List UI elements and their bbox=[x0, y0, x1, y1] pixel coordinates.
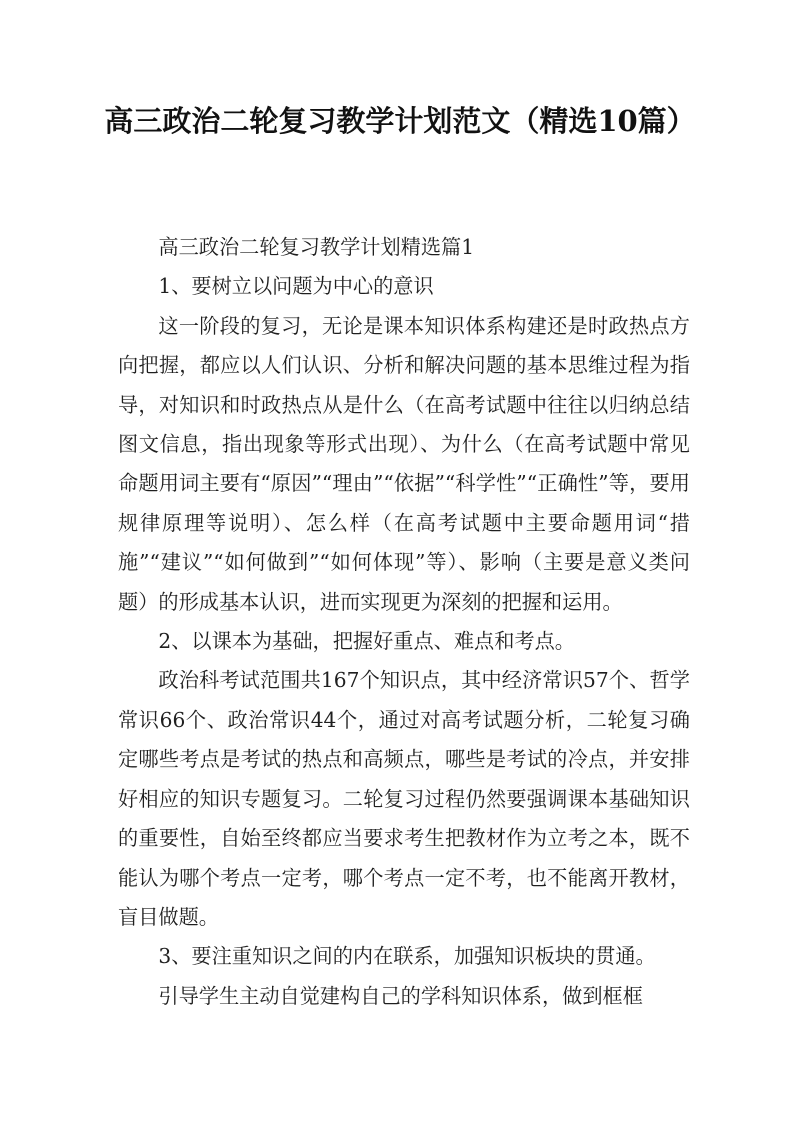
body-paragraph-1: 这一阶段的复习，无论是课本知识体系构建还是时政热点方向把握，都应以人们认识、分析和解决问题的基本思维过程为指导，对知识和时政热点从是什么（在高考试题中往往以归纳总结图文信息，指出现象等形式出现）、为什么（在高考试题中常见命题用词主要有“原因”“理由”“依据”“科学性”“正确性”等，要用规律原理等说明）、怎么样（在高考试题中主要命题用词“措施”“建议”“如何做到”“如何体现”等）、影响（主要是意义类问题）的形成基本认识，进而实现更为深刻的把握和运用。 bbox=[118, 313, 690, 614]
point-heading-2: 2、以课本为基础，把握好重点、难点和考点。 bbox=[158, 629, 575, 654]
document-body bbox=[118, 228, 690, 1016]
point-heading-1: 1、要树立以问题为中心的意识 bbox=[158, 274, 434, 299]
point-heading-3: 3、要注重知识之间的内在联系，加强知识板块的贯通。 bbox=[158, 944, 656, 969]
document-title: 高三政治二轮复习教学计划范文（精选10篇） bbox=[104, 104, 696, 138]
body-paragraph-2: 政治科考试范围共167个知识点，其中经济常识57个、哲学常识66个、政治常识44个，通过对高考试题分析，二轮复习确定哪些考点是考试的热点和高频点，哪些是考试的冷点，并安排好相应的知识专题复习。二轮复习过程仍然要强调课本基础知识的重要性，自始至终都应当要求考生把教材作为立考之本，既不能认为哪个考点一定考，哪个考点一定不考，也不能离开教材，盲目做题。 bbox=[118, 668, 690, 929]
body-paragraph-3: 引导学生主动自觉建构自己的学科知识体系，做到框框 bbox=[158, 983, 643, 1008]
section-heading: 高三政治二轮复习教学计划精选篇1 bbox=[158, 235, 475, 259]
